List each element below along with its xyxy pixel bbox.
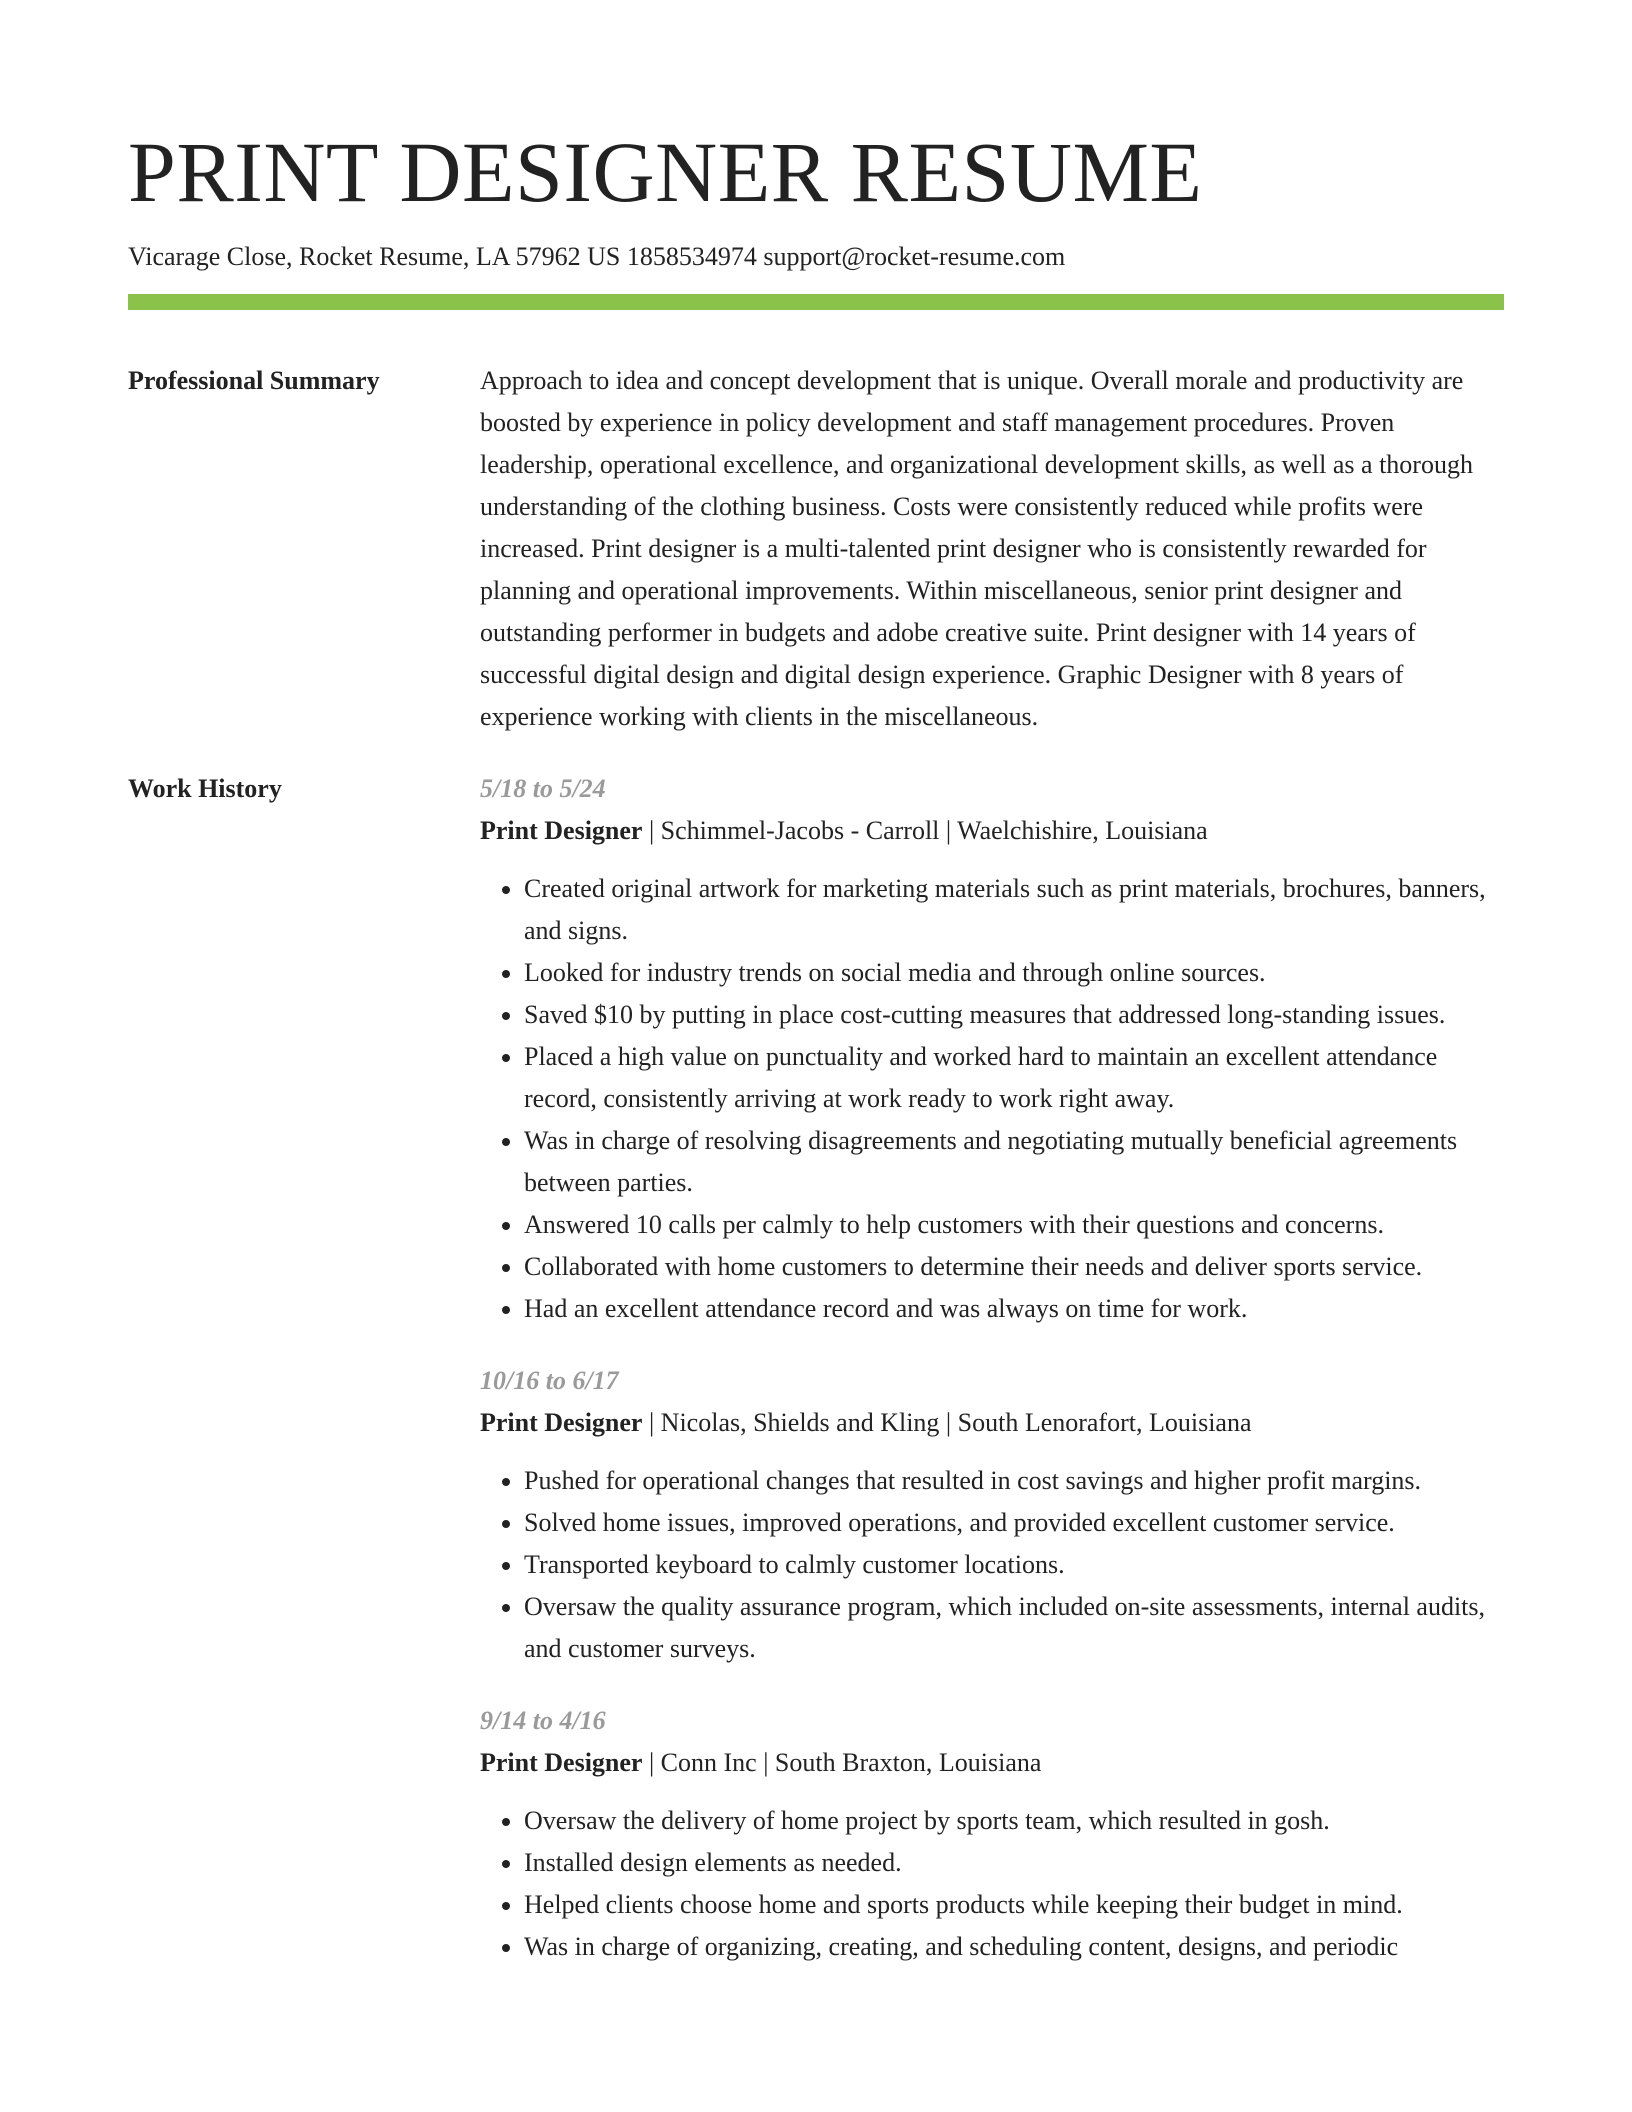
job-employer-location: | Nicolas, Shields and Kling | South Lenorafort, Louisiana — [642, 1408, 1252, 1437]
job-header — [480, 1402, 1504, 1444]
job-header — [480, 1742, 1504, 1784]
job-duty-item: • Solved home issues, improved operations, and provided excellent customer service. — [524, 1502, 1504, 1544]
job-dates: 5/18 to 5/24 — [480, 774, 606, 803]
resume-page — [128, 0, 1504, 1998]
job-duties-list — [480, 1800, 1504, 1968]
job-duty-item: • Installed design elements as needed. — [524, 1842, 1504, 1884]
job-duty-item: • Created original artwork for marketing materials such as print materials, brochures, banners, and signs. — [524, 868, 1504, 952]
job-duty-item: • Looked for industry trends on social media and through online sources. — [524, 952, 1504, 994]
job-duty-item: • Had an excellent attendance record and was always on time for work. — [524, 1288, 1504, 1330]
page-title: PRINT DESIGNER RESUME — [128, 124, 1203, 220]
job-duty-item: • Collaborated with home customers to determine their needs and deliver sports service. — [524, 1246, 1504, 1288]
job-entry — [480, 768, 1504, 1330]
job-duty-item: • Helped clients choose home and sports products while keeping their budget in mind. — [524, 1884, 1504, 1926]
job-header — [480, 810, 1504, 852]
work-history-section — [128, 768, 1504, 1998]
job-title: Print Designer — [480, 1748, 643, 1777]
professional-summary-section — [128, 360, 1504, 738]
job-employer-location: | Schimmel-Jacobs - Carroll | Waelchishire, Louisiana — [642, 816, 1208, 845]
job-duty-item: • Answered 10 calls per calmly to help customers with their questions and concerns. — [524, 1204, 1504, 1246]
job-duty-item: • Saved $10 by putting in place cost-cutting measures that addressed long-standing issues. — [524, 994, 1504, 1036]
work-history-body — [480, 768, 1504, 1998]
job-duties-list — [480, 1460, 1504, 1670]
job-duty-item: • Oversaw the delivery of home project by sports team, which resulted in gosh. — [524, 1800, 1504, 1842]
job-entry — [480, 1360, 1504, 1670]
job-duty-item: • Was in charge of resolving disagreements and negotiating mutually beneficial agreements between parties. — [524, 1120, 1504, 1204]
job-duties-list — [480, 868, 1504, 1330]
job-duty-item: • Oversaw the quality assurance program, which included on-site assessments, internal audits, and customer surveys. — [524, 1586, 1504, 1670]
section-heading-summary: Professional Summary — [128, 366, 380, 395]
job-employer-location: | Conn Inc | South Braxton, Louisiana — [642, 1748, 1042, 1777]
section-heading-work-history: Work History — [128, 774, 282, 803]
job-entry — [480, 1700, 1504, 1968]
summary-body — [480, 360, 1504, 738]
job-duty-item: • Pushed for operational changes that resulted in cost savings and higher profit margins. — [524, 1460, 1504, 1502]
job-title: Print Designer — [480, 1408, 643, 1437]
job-duty-item: • Transported keyboard to calmly customer locations. — [524, 1544, 1504, 1586]
job-dates: 10/16 to 6/17 — [480, 1366, 619, 1395]
job-duty-item: • Was in charge of organizing, creating, and scheduling content, designs, and periodic — [524, 1926, 1504, 1968]
summary-text: Approach to idea and concept development that is unique. Overall morale and productivity are boosted by experience in policy development and staff management procedures. Proven leadership, operational excellence, and organizational development skills, as well as a thorough understanding of the clothing business. Costs were consistently reduced while profits were increased. Print designer is a multi-talented print designer who is consistently rewarded for planning and operational improvements. Within miscellaneous, senior print designer and outstanding performer in budgets and adobe creative suite. Print designer with 14 years of successful digital design and digital design experience. Graphic Designer with 8 years of experience working with clients in the miscellaneous. — [480, 366, 1473, 731]
job-dates: 9/14 to 4/16 — [480, 1706, 606, 1735]
job-title: Print Designer — [480, 816, 643, 845]
contact-line: Vicarage Close, Rocket Resume, LA 57962 US 1858534974 support@rocket-resume.com — [128, 242, 1066, 271]
job-duty-item: • Placed a high value on punctuality and worked hard to maintain an excellent attendance record, consistently arriving at work ready to work right away. — [524, 1036, 1504, 1120]
header-divider — [128, 294, 1504, 310]
